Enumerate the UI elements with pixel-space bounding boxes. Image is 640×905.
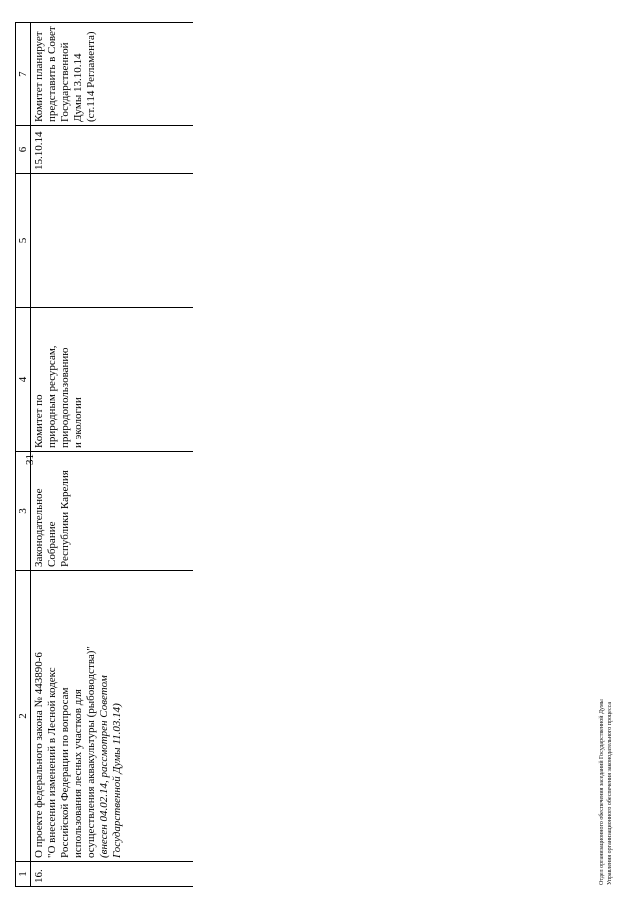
table-row	[31, 23, 194, 887]
header-col-4: 4	[16, 308, 31, 452]
row-number: 16.	[33, 869, 45, 883]
status-line: Государственной	[59, 42, 71, 122]
agenda-table	[15, 22, 193, 887]
col5-cell	[31, 174, 194, 308]
footer-line-2: Управления организационного обеспечения законодательного процесса	[607, 701, 613, 885]
bill-title-line: О проекте федерального закона № 443890-6	[33, 652, 45, 858]
committee-line: природопользованию	[59, 347, 71, 448]
committee-line: и экологии	[72, 397, 84, 448]
status-cell	[31, 23, 194, 126]
bill-title-line: "О внесении изменений в Лесной кодекс	[46, 667, 58, 858]
committee-cell	[31, 308, 194, 452]
initiator-line: Законодательное	[33, 488, 45, 567]
bill-title-cell	[31, 571, 194, 862]
page-number: 31	[24, 454, 36, 465]
bill-title-line: использования лесных участков для	[72, 689, 84, 858]
initiator-line: Собрание	[46, 521, 58, 567]
header-col-7: 7	[16, 23, 31, 126]
header-col-3: 3	[16, 452, 31, 571]
bill-title-line: Российской Федерации по вопросам	[59, 687, 71, 858]
date-value: 15.10.14	[33, 131, 45, 170]
date-cell	[31, 126, 194, 174]
row-number-cell	[31, 862, 194, 887]
header-col-6: 6	[16, 126, 31, 174]
committee-line: Комитет по	[33, 394, 45, 448]
header-col-2: 2	[16, 571, 31, 862]
status-line: Думы 13.10.14	[72, 53, 84, 122]
header-col-5: 5	[16, 174, 31, 308]
status-line: Комитет планирует	[33, 31, 45, 122]
bill-title-line: осуществления аквакультуры (рыбоводства)"	[85, 646, 97, 858]
bill-note-line: (внесен 04.02.14, рассмотрен Советом	[98, 675, 110, 858]
bill-note-line: Государственной Думы 11.03.14)	[111, 703, 123, 858]
status-line: (ст.114 Регламента)	[85, 31, 97, 122]
table-header-row	[16, 23, 31, 887]
initiator-cell	[31, 452, 194, 571]
header-col-1: 1	[16, 862, 31, 887]
committee-line: природным ресурсам,	[46, 345, 58, 448]
initiator-line: Республики Карелия	[59, 470, 71, 567]
footer-line-1: Отдел организационного обеспечения заседаний Государственной Думы	[599, 699, 605, 885]
footer	[598, 699, 614, 885]
status-line: представить в Совет	[46, 26, 58, 122]
